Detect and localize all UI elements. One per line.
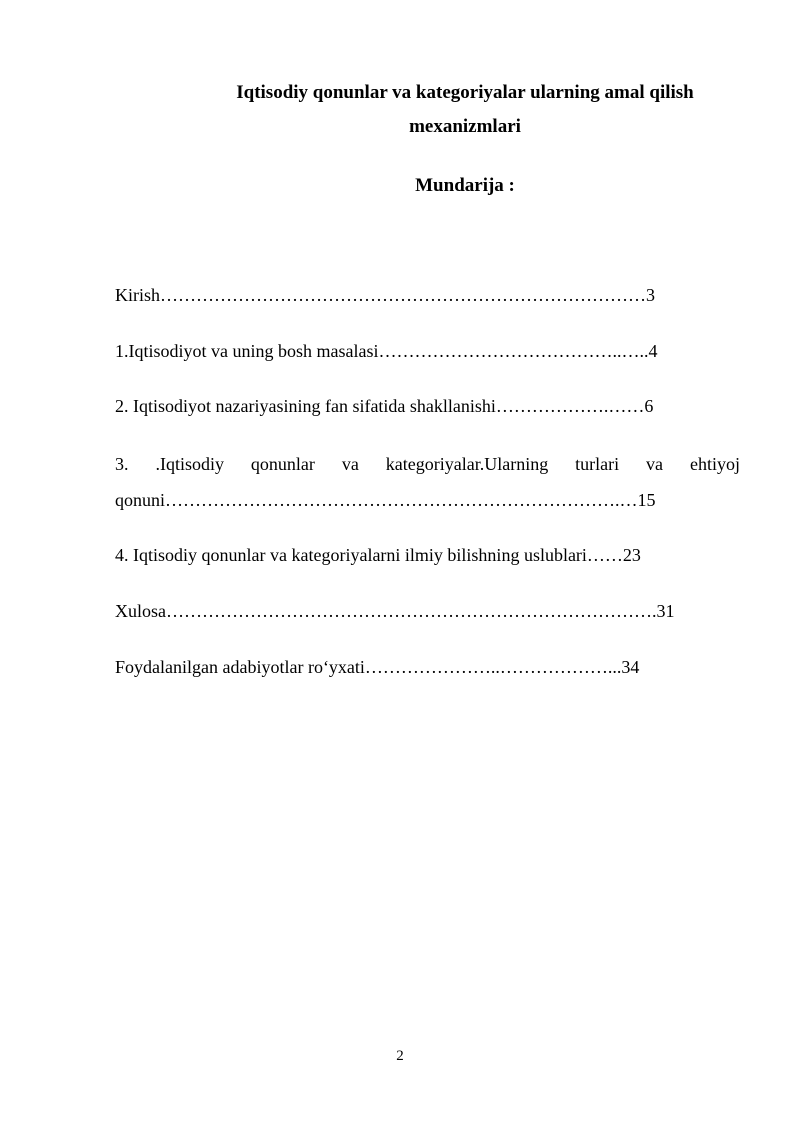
toc-entry-2: 2. Iqtisodiyot nazariyasining fan sifatida shakllanishi……………….……6 [115,396,654,416]
toc-entry-kirish: Kirish………………………………………………………………………3 [115,285,655,305]
toc-entry-xulosa: Xulosa……………………………………………………………………….31 [115,601,675,621]
toc-entry-1: 1.Iqtisodiyot va uning bosh masalasi…………………………………..…..4 [115,341,658,361]
toc-heading: Mundarija : [415,175,515,196]
toc-entry-3-line-1: 3. .Iqtisodiy qonunlar va kategoriyalar.Ularning turlari va ehtiyoj [115,454,740,474]
toc-entry-3-line-2: qonuni………………………………………………………………….…15 [115,490,656,510]
document-title [150,76,780,144]
toc-entry-adabiyotlar: Foydalanilgan adabiyotlar ro‘yxati…………………..………………...34 [115,657,640,677]
page-number: 2 [396,1048,404,1064]
title-line-2: mexanizmlari [409,116,521,137]
toc-entry-3 [115,446,740,518]
toc-entry-4: 4. Iqtisodiy qonunlar va kategoriyalarni ilmiy bilishning uslublari……23 [115,545,641,565]
title-line-1: Iqtisodiy qonunlar va kategoriyalar ularning amal qilish [236,82,694,103]
